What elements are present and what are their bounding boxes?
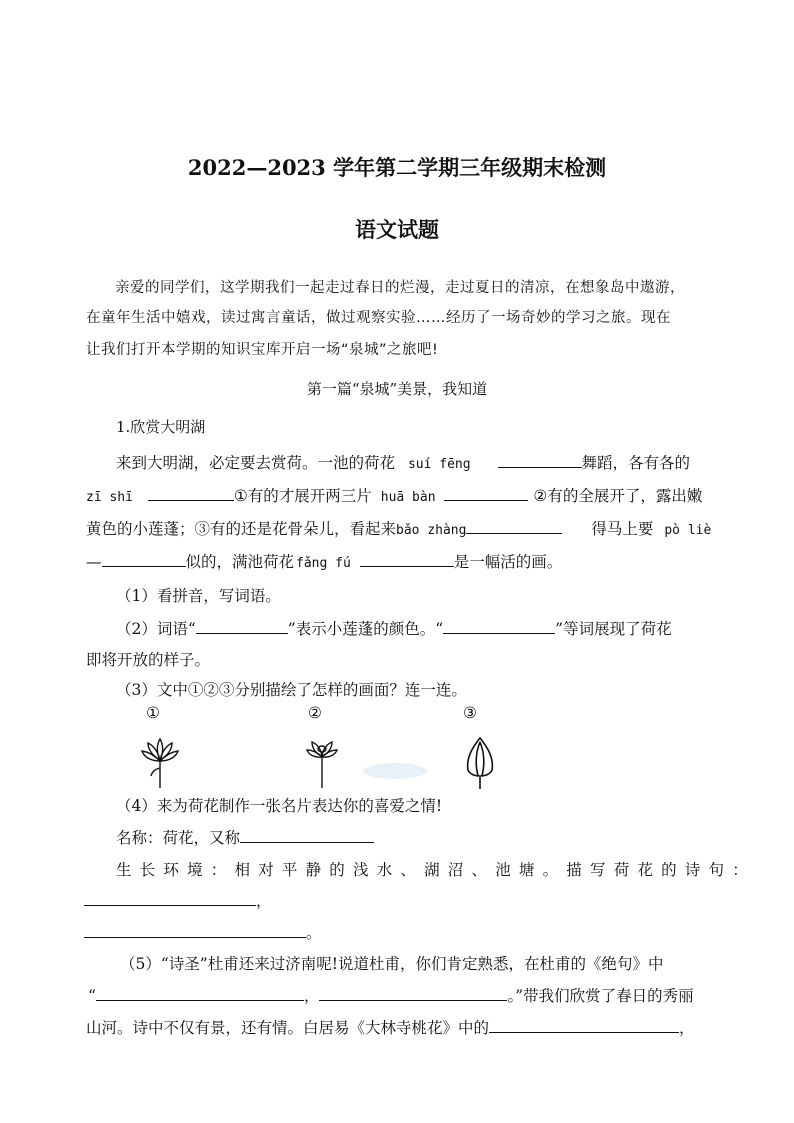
question-1-2 — [116, 617, 672, 639]
passage-text: 舞蹈，各有各的 — [581, 454, 691, 472]
pinyin-po-lie: pò liè — [664, 523, 712, 538]
question-1-4: （4）来为荷花制作一张名片表达你的喜爱之情! — [116, 797, 443, 815]
answer-blank-poem-1[interactable] — [84, 889, 256, 906]
question-1-title: 1.欣赏大明湖 — [116, 418, 206, 436]
answer-blank-bloom-word[interactable] — [443, 617, 555, 634]
passage-text: 是一幅活的画。 — [453, 553, 563, 571]
question-1-5-line-3 — [86, 1016, 695, 1038]
question-1-5: （5）“诗圣”杜甫还来过济南呢!说道杜甫，你们肯定熟悉，在杜甫的《绝句》中 — [120, 955, 664, 973]
card-name-label: 名称：荷花，又称 — [116, 829, 241, 847]
pinyin-sui-feng: suí fēng — [407, 457, 471, 472]
question-text: ， — [679, 1019, 695, 1037]
intro-line-1: 亲爱的同学们，这学期我们一起走过春日的烂漫，走过夏日的清凉，在想象岛中遨游， — [115, 280, 685, 296]
answer-blank-jueju-1[interactable] — [96, 984, 304, 1001]
answer-blank-alias[interactable] — [240, 826, 374, 843]
passage-text: ①有的才展开两三片 — [233, 487, 372, 505]
question-text: ， — [256, 892, 272, 910]
answer-blank-5[interactable] — [102, 550, 186, 567]
question-1-1: （1）看拼音，写词语。 — [116, 587, 281, 605]
question-1-3: （3）文中①②③分别描绘了怎样的画面？连一连。 — [116, 681, 467, 699]
answer-blank-color-word[interactable] — [196, 617, 288, 634]
question-text: ”表示小莲蓬的颜色。“ — [287, 620, 444, 638]
faint-smudge-decoration — [360, 760, 430, 782]
card-poem-row-2 — [84, 921, 322, 943]
section-heading: 第一篇“泉城”美景，我知道 — [306, 380, 488, 398]
passage-line-2 — [86, 484, 702, 506]
answer-blank-jueju-2[interactable] — [319, 984, 507, 1001]
card-name-row — [116, 826, 374, 848]
answer-blank-dalin-temple[interactable] — [489, 1016, 679, 1033]
answer-blank-4[interactable] — [466, 517, 562, 534]
picture-label-2: ② — [308, 704, 322, 722]
picture-label-1: ① — [146, 704, 160, 722]
lotus-bud-icon — [462, 734, 498, 790]
passage-text: ②有的全展开了，露出嫩 — [533, 487, 703, 505]
passage-text: — — [86, 553, 102, 571]
card-poem-row-1 — [84, 889, 272, 911]
question-text: ”等词展现了荷花 — [555, 620, 672, 638]
question-1-2-line-2: 即将开放的样子。 — [86, 651, 211, 669]
answer-blank-1[interactable] — [498, 451, 582, 468]
pinyin-hua-ban: huā bàn — [380, 490, 436, 505]
card-environment-row: 生长环境：相对平静的浅水、湖沼、池塘。描写荷花的诗句： — [116, 861, 756, 879]
question-text: （2）词语“ — [116, 620, 196, 638]
answer-blank-2[interactable] — [148, 484, 234, 501]
pinyin-bao-zhang: bǎo zhàng — [396, 523, 467, 538]
passage-line-1 — [116, 451, 690, 473]
page-subtitle: 语文试题 — [355, 217, 439, 242]
question-text: “ — [88, 987, 96, 1005]
page-title: 2022—2023 学年第二学期三年级期末检测 — [187, 155, 607, 180]
question-text: 。”带我们欣赏了春日的秀丽 — [507, 987, 694, 1005]
passage-text: 黄色的小莲蓬；③有的还是花骨朵儿，看起来 — [86, 520, 397, 538]
answer-blank-poem-2[interactable] — [84, 921, 306, 938]
question-1-5-line-2 — [88, 984, 694, 1006]
passage-text: 来到大明湖，必定要去赏荷。一池的荷花 — [116, 454, 396, 472]
answer-blank-3[interactable] — [444, 484, 528, 501]
passage-line-3 — [86, 517, 711, 539]
question-text: 。 — [306, 924, 322, 942]
lotus-full-bloom-icon — [138, 734, 182, 790]
intro-line-2: 在童年生活中嬉戏，读过寓言童话，做过观察实验……经历了一场奇妙的学习之旅。现在 — [86, 310, 671, 326]
passage-text: 似的，满池荷花 — [185, 553, 295, 571]
pinyin-zi-shi: zī shī — [86, 490, 133, 505]
picture-label-3: ③ — [463, 704, 477, 722]
passage-text: 得马上要 — [591, 520, 654, 538]
answer-blank-6[interactable] — [360, 550, 454, 567]
question-text: ， — [303, 987, 320, 1005]
question-text: 山河。诗中不仅有景，还有情。白居易《大林寺桃花》中的 — [86, 1019, 490, 1037]
passage-line-4 — [86, 550, 562, 572]
lotus-open-icon — [302, 734, 342, 790]
intro-line-3: 让我们打开本学期的知识宝库开启一场“泉城”之旅吧! — [86, 342, 439, 358]
pinyin-fang-fu: fǎng fú — [296, 556, 351, 571]
